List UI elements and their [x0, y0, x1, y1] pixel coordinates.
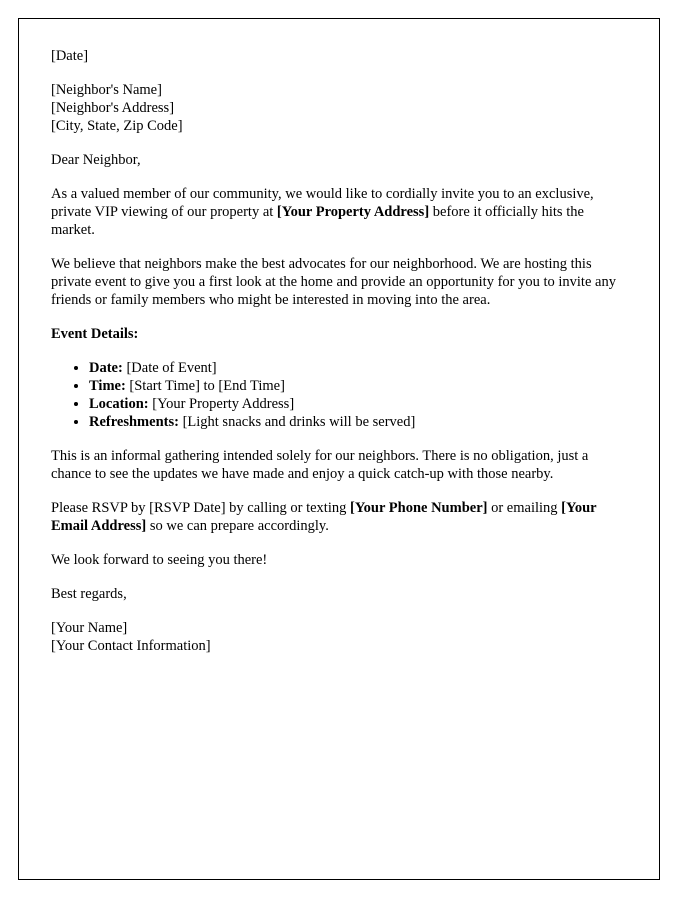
refreshments-label: Refreshments:: [89, 414, 179, 430]
invitation-text-end: before it officially hits the market.: [51, 204, 584, 238]
phone-number-placeholder: [Your Phone Number]: [349, 500, 488, 516]
paragraph-forward: We look forward to seeing you there!: [51, 552, 268, 568]
salutation: Dear Neighbor,: [51, 152, 141, 168]
closing: Best regards,: [51, 586, 127, 602]
rsvp-text-middle: or emailing: [487, 500, 562, 516]
location-value: [Your Property Address]: [148, 396, 295, 412]
invitation-text-start: As a valued member of our community, we would like to cordially invite you to an exclusive, private VIP viewing of our property at: [51, 186, 594, 220]
recipient-city-state-zip: [City, State, Zip Code]: [51, 118, 183, 134]
date-line: [Date]: [51, 48, 89, 64]
date-label: Date:: [89, 360, 123, 376]
property-address-placeholder: [Your Property Address]: [276, 204, 430, 220]
refreshments-value: [Light snacks and drinks will be served]: [178, 414, 416, 430]
list-item-date: [89, 359, 627, 377]
recipient-block: [51, 81, 627, 135]
event-details-heading-text: Event Details:: [51, 326, 139, 342]
signature-contact: [Your Contact Information]: [51, 638, 211, 654]
paragraph-invitation: [51, 185, 627, 239]
recipient-name: [Neighbor's Name]: [51, 82, 162, 98]
event-details-list: [51, 359, 627, 431]
time-value: [Start Time] to [End Time]: [125, 378, 285, 394]
recipient-address: [Neighbor's Address]: [51, 100, 175, 116]
signature-name: [Your Name]: [51, 620, 128, 636]
list-item-time: [89, 377, 627, 395]
paragraph-informal: This is an informal gathering intended solely for our neighbors. There is no obligation, just a chance to see the updates we have made and enjoy a quick catch-up with those nearby.: [51, 448, 589, 482]
list-item-refreshments: [89, 413, 627, 431]
paragraph-believe: We believe that neighbors make the best advocates for our neighborhood. We are hosting this private event to give you a first look at the home and provide an opportunity for you to invite any friends or family members who might be interested in moving into the area.: [51, 256, 616, 308]
date-value: [Date of Event]: [122, 360, 217, 376]
letter-page: [18, 18, 660, 880]
event-details-heading: [51, 325, 627, 343]
time-label: Time:: [89, 378, 126, 394]
signature-block: [51, 619, 627, 655]
location-label: Location:: [89, 396, 149, 412]
paragraph-rsvp: [51, 499, 627, 535]
rsvp-text-end: so we can prepare accordingly.: [146, 518, 329, 534]
email-address-placeholder: [Your Email Address]: [51, 500, 597, 534]
list-item-location: [89, 395, 627, 413]
rsvp-text-start: Please RSVP by [RSVP Date] by calling or texting: [51, 500, 350, 516]
